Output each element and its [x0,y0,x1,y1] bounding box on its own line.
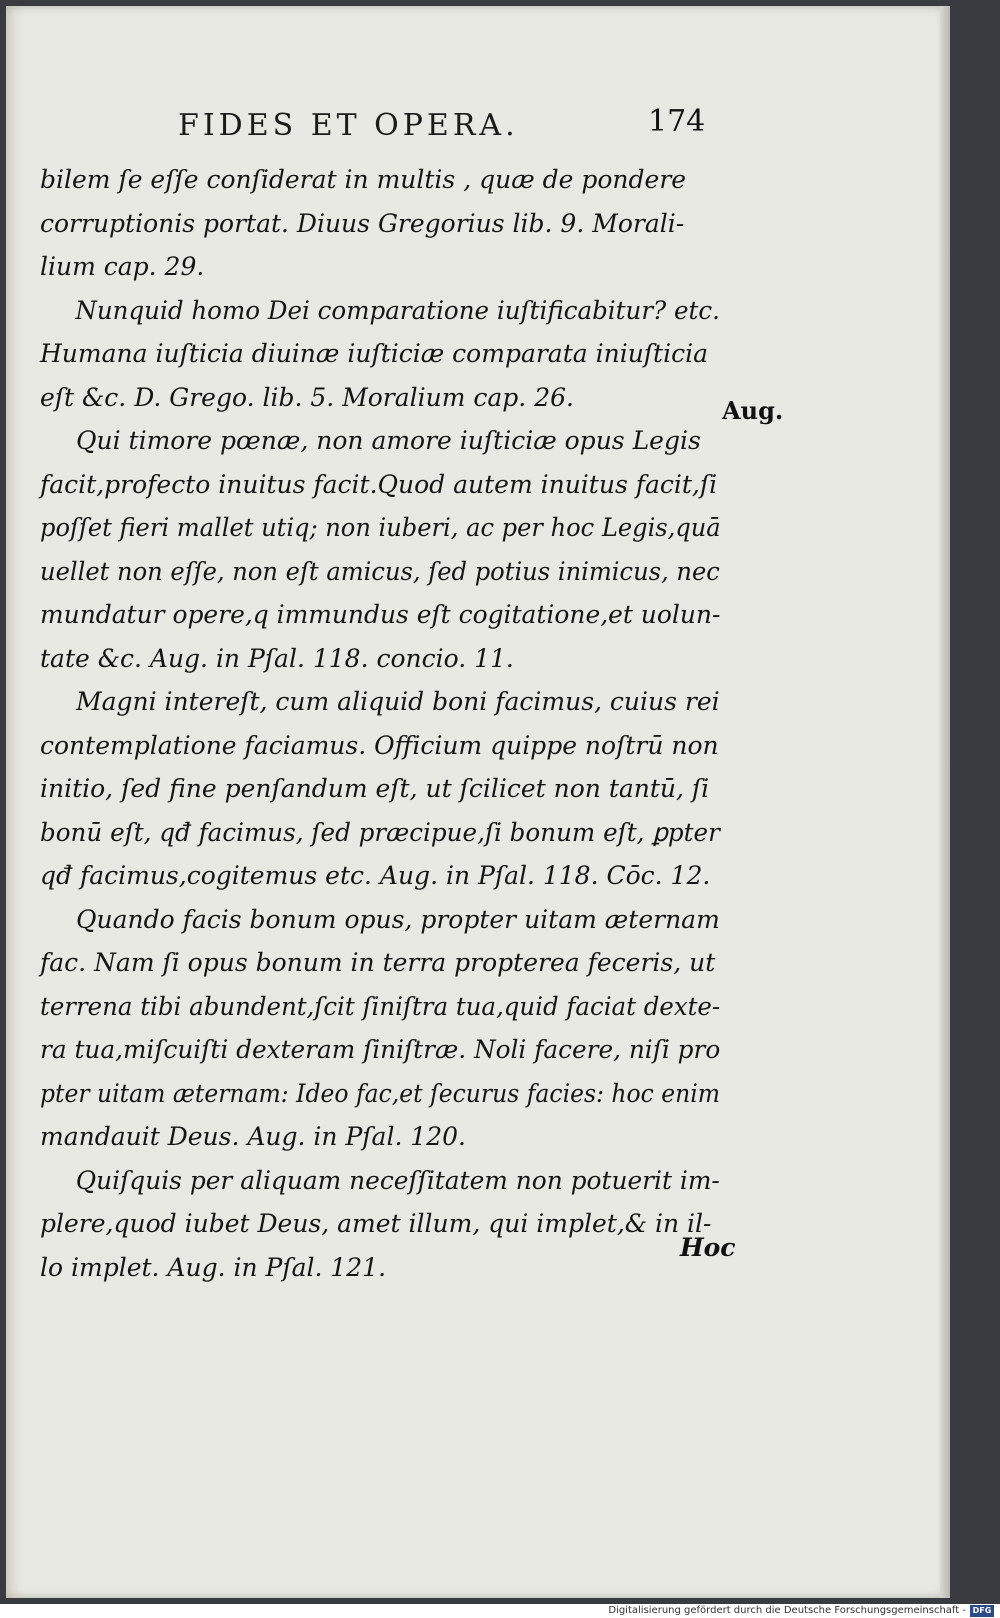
text-line: Magni intereſt, cum aliquid boni facimus, cuius rei [76,687,720,716]
text-line: contemplatione faciamus. Officium quippe noſtrū non [40,730,719,760]
running-head: FIDES ET OPERA. [178,108,519,143]
text-line: Qui timore pœnæ, non amore iuſticiæ opus Legis [76,426,701,455]
text-line: poſſet fieri mallet utiq; non iuberi, ac per hoc Legis,quā [40,513,721,542]
text-line: Quiſquis per aliquam neceſſitatem non potuerit im- [75,1165,720,1195]
text-line: plere,quod iubet Deus, amet illum, qui implet,& in il- [40,1209,712,1238]
text-line: fac. Nam ſi opus bonum in terra propterea feceris, ut [40,948,716,977]
text-line: eſt &c. D. Grego. lib. 5. Moralium cap. 26. [40,382,574,412]
funding-credit: Digitalisierung gefördert durch die Deutsche Forschungsgemeinschaft - [608,1605,966,1616]
text-line: Quando facis bonum opus, propter uitam æternam [76,904,720,934]
text-line: bilem ſe eſſe conſiderat in multis , quæ de pondere [40,165,687,194]
text-line: lo implet. Aug. in Pſal. 121. [40,1252,387,1282]
text-line: terrena tibi abundent,ſcit ſiniſtra tua,quid faciat dexte- [40,991,721,1021]
text-line: uellet non eſſe, non eſt amicus, ſed potius inimicus, nec [40,556,720,586]
marginal-note: Aug. [722,396,784,425]
text-line: tate &c. Aug. in Pſal. 118. concio. 11. [40,643,514,673]
text-line: lium cap. 29. [40,252,205,281]
text-line: facit,profecto inuitus facit.Quod autem inuitus facit,ſi [40,469,718,499]
paper-right-edge [940,6,950,1598]
paper-edge-stain [6,6,24,1598]
text-line: mandauit Deus. Aug. in Pſal. 120. [40,1122,467,1151]
text-line: ra tua,miſcuiſti dexteram ſiniſtræ. Noli facere, niſi pro [40,1035,721,1064]
dfg-logo: DFG [970,1605,994,1617]
body-text [40,158,720,1289]
text-line: qđ facimus,cogitemus etc. Aug. in Pſal. 118. Cōc. 12. [40,861,711,890]
text-line: corruptionis portat. Diuus Gregorius lib. 9. Morali- [40,208,685,238]
text-line: Nunquid homo Dei comparatione iuſtificabitur? etc. [75,295,720,325]
page-number: 174 [648,104,706,139]
text-line: pter uitam æternam: Ideo fac,et ſecurus facies: hoc enim [40,1078,721,1108]
digitization-footer [0,1604,1000,1618]
catchword: Hoc [680,1233,736,1262]
text-line: Humana iuſticia diuinæ iuſticiæ comparata iniuſticia [40,339,708,368]
text-line: mundatur opere,q immundus eſt cogitatione,et uolun- [40,600,721,629]
text-line: bonū eſt, qđ facimus, ſed præcipue,ſi bonum eſt, ꝑpter [40,817,720,847]
text-line: initio, ſed fine penſandum eſt, ut ſcilicet non tantū, ſi [40,774,710,803]
